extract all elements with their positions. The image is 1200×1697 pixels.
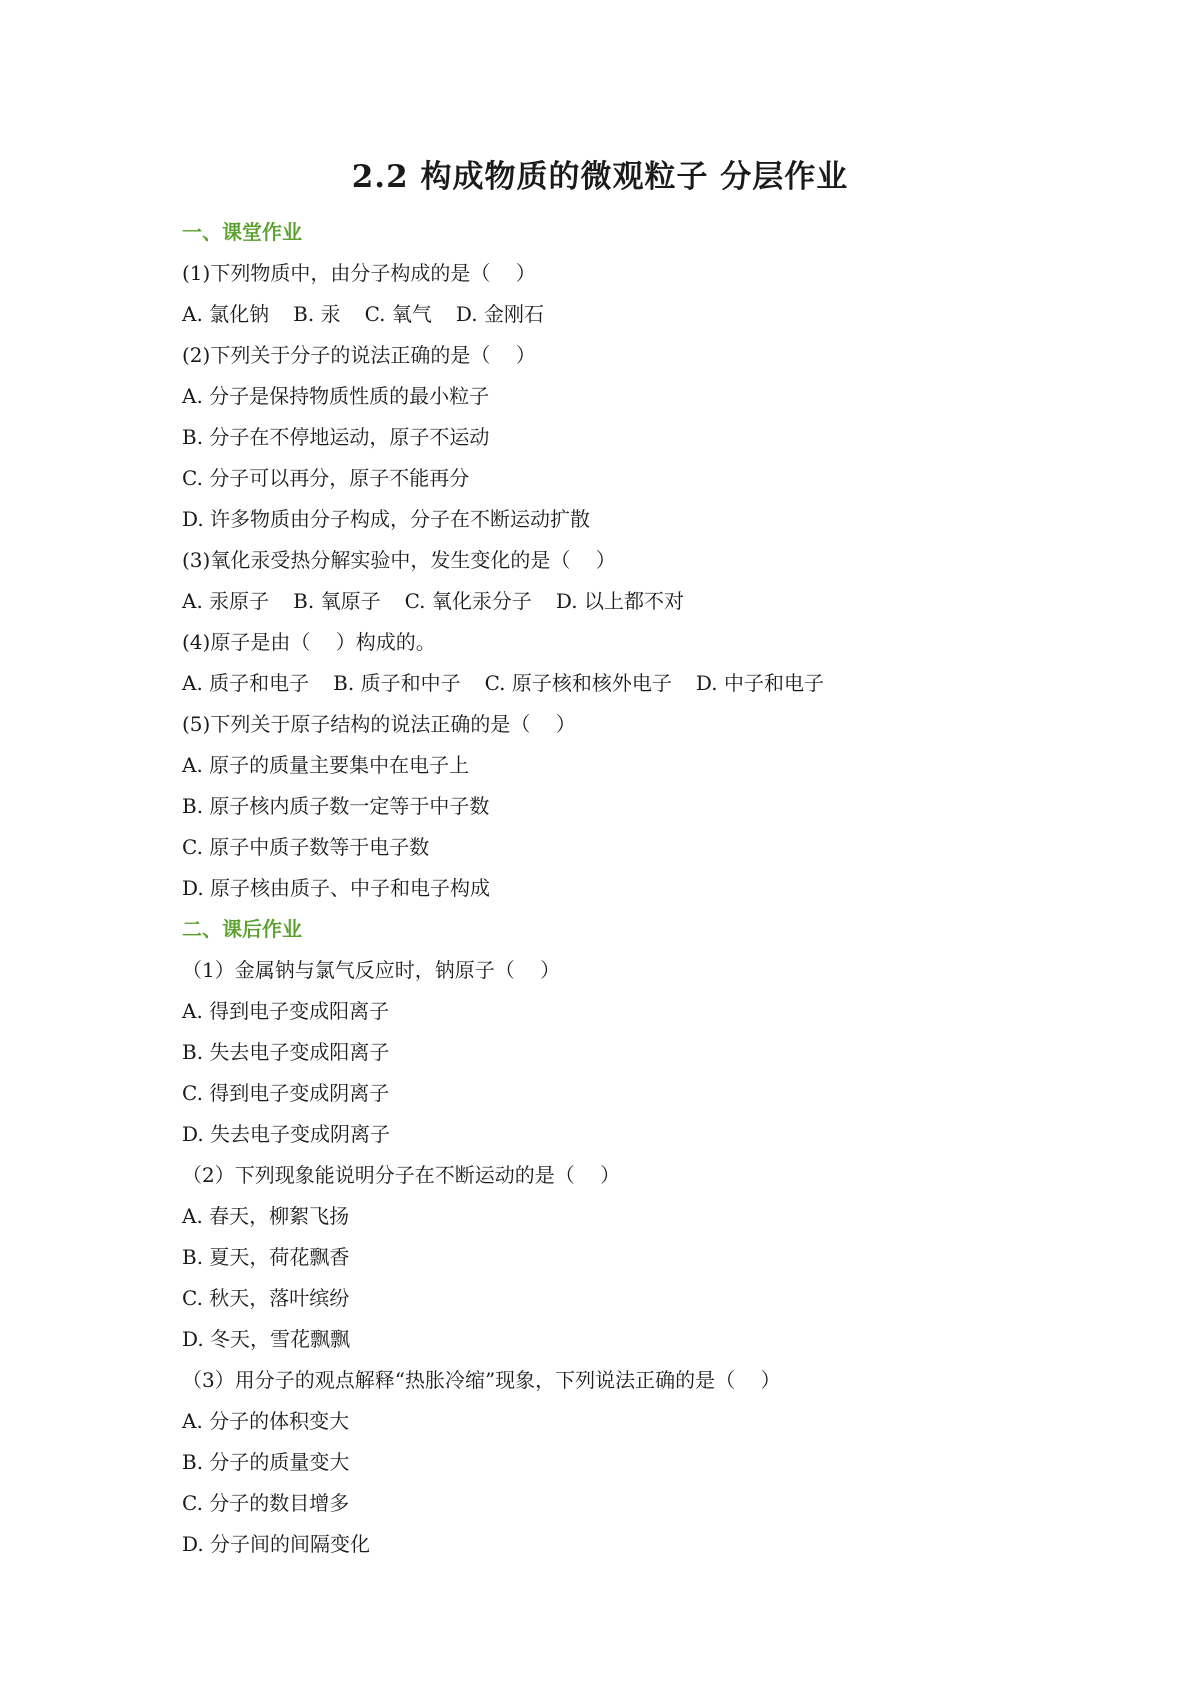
option: A. 分子的体积变大 bbox=[182, 1409, 350, 1433]
option: D. 许多物质由分子构成，分子在不断运动扩散 bbox=[182, 507, 591, 531]
option: C. 原子中质子数等于电子数 bbox=[182, 835, 430, 859]
question-stem: (2)下列关于分子的说法正确的是（ ） bbox=[182, 343, 536, 367]
question-stem: （3）用分子的观点解释“热胀冷缩”现象，下列说法正确的是（ ） bbox=[182, 1368, 781, 1392]
option-row bbox=[182, 663, 1082, 704]
option: A. 春天，柳絮飞扬 bbox=[182, 1204, 350, 1228]
option: D. 失去电子变成阴离子 bbox=[182, 1122, 391, 1146]
option: D. 分子间的间隔变化 bbox=[182, 1532, 371, 1556]
section-heading-homework: 二、课后作业 bbox=[182, 917, 302, 941]
section-heading-classwork: 一、课堂作业 bbox=[182, 220, 302, 244]
option-row bbox=[182, 581, 1082, 622]
option: C. 原子核和核外电子 bbox=[484, 671, 672, 695]
question-stem: (1)下列物质中，由分子构成的是（ ） bbox=[182, 261, 536, 285]
option: C. 得到电子变成阴离子 bbox=[182, 1081, 390, 1105]
option: A. 汞原子 bbox=[182, 589, 270, 613]
option: A. 氯化钠 bbox=[182, 302, 270, 326]
worksheet-body bbox=[182, 212, 1082, 1565]
option: B. 汞 bbox=[293, 302, 341, 326]
option-row bbox=[182, 294, 1082, 335]
option: B. 分子在不停地运动，原子不运动 bbox=[182, 425, 490, 449]
option: D. 以上都不对 bbox=[555, 589, 684, 613]
option: B. 失去电子变成阳离子 bbox=[182, 1040, 390, 1064]
option: B. 原子核内质子数一定等于中子数 bbox=[182, 794, 490, 818]
option: C. 分子的数目增多 bbox=[182, 1491, 350, 1515]
option: B. 夏天，荷花飘香 bbox=[182, 1245, 350, 1269]
question-stem: （2）下列现象能说明分子在不断运动的是（ ） bbox=[182, 1163, 621, 1187]
option: C. 秋天，落叶缤纷 bbox=[182, 1286, 350, 1310]
option: C. 分子可以再分，原子不能再分 bbox=[182, 466, 470, 490]
option: B. 质子和中子 bbox=[333, 671, 461, 695]
question-stem: (3)氧化汞受热分解实验中，发生变化的是（ ） bbox=[182, 548, 616, 572]
option: D. 原子核由质子、中子和电子构成 bbox=[182, 876, 491, 900]
question-stem: (5)下列关于原子结构的说法正确的是（ ） bbox=[182, 712, 576, 736]
option: B. 分子的质量变大 bbox=[182, 1450, 350, 1474]
option: D. 金刚石 bbox=[455, 302, 544, 326]
option: C. 氧气 bbox=[364, 302, 432, 326]
option: A. 分子是保持物质性质的最小粒子 bbox=[182, 384, 490, 408]
page-title: 2.2 构成物质的微观粒子 分层作业 bbox=[351, 159, 849, 195]
option: A. 质子和电子 bbox=[182, 671, 310, 695]
option: D. 中子和电子 bbox=[695, 671, 824, 695]
option: D. 冬天，雪花飘飘 bbox=[182, 1327, 351, 1351]
question-stem: （1）金属钠与氯气反应时，钠原子（ ） bbox=[182, 958, 561, 982]
option: C. 氧化汞分子 bbox=[404, 589, 532, 613]
option: A. 原子的质量主要集中在电子上 bbox=[182, 753, 470, 777]
option: B. 氧原子 bbox=[293, 589, 381, 613]
question-stem: (4)原子是由（ ）构成的。 bbox=[182, 630, 436, 654]
option: A. 得到电子变成阳离子 bbox=[182, 999, 390, 1023]
